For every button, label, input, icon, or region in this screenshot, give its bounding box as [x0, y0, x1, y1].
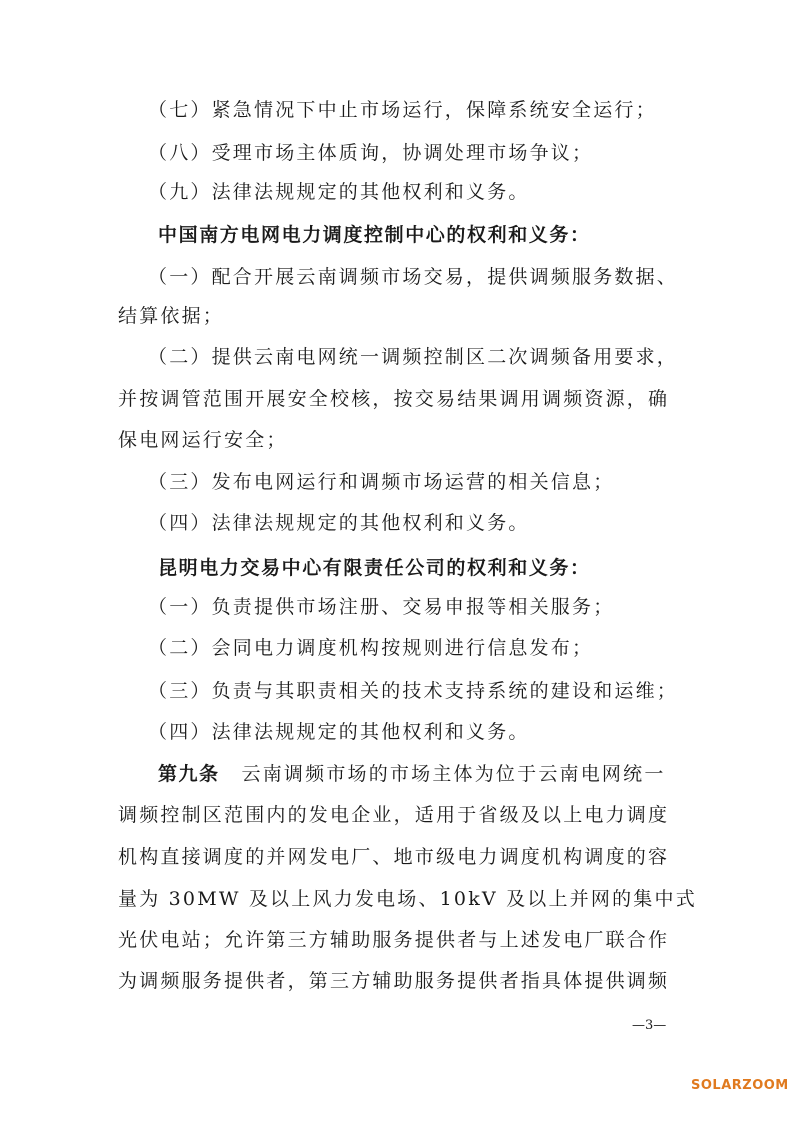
- clause-9: （九）法律法规规定的其他权利和义务。: [148, 181, 530, 203]
- dispatch-clause-2: （二）提供云南电网统一调频控制区二次调频备用要求，: [148, 346, 679, 368]
- dispatch-clause-1: （一）配合开展云南调频市场交易，提供调频服务数据、: [148, 266, 679, 288]
- article-9-line-4: 量为 30MW 及以上风力发电场、10kV 及以上并网的集中式: [118, 888, 697, 910]
- clause-7: （七）紧急情况下中止市场运行，保障系统安全运行；: [148, 99, 657, 121]
- watermark-logo: SOLARZOOM: [691, 1078, 789, 1093]
- page-number: —3—: [632, 1018, 667, 1033]
- section-heading-trading-center: 昆明电力交易中心有限责任公司的权利和义务：: [158, 557, 591, 579]
- article-9-line-6: 为调频服务提供者，第三方辅助服务提供者指具体提供调频: [118, 970, 670, 992]
- dispatch-clause-2-cont-2: 保电网运行安全；: [118, 429, 288, 451]
- trading-clause-2: （二）会同电力调度机构按规则进行信息发布；: [148, 637, 594, 659]
- article-9-line-5: 光伏电站；允许第三方辅助服务提供者与上述发电厂联合作: [118, 929, 670, 951]
- section-heading-dispatch-center: 中国南方电网电力调度控制中心的权利和义务：: [158, 224, 591, 246]
- article-9-first-line: [0, 761, 793, 787]
- article-9-line-2: 调频控制区范围内的发电企业，适用于省级及以上电力调度: [118, 804, 670, 826]
- clause-8: （八）受理市场主体质询，协调处理市场争议；: [148, 142, 594, 164]
- dispatch-clause-4: （四）法律法规规定的其他权利和义务。: [148, 512, 530, 534]
- trading-clause-1: （一）负责提供市场注册、交易申报等相关服务；: [148, 596, 615, 618]
- dispatch-clause-3: （三）发布电网运行和调频市场运营的相关信息；: [148, 471, 615, 493]
- dispatch-clause-1-cont: 结算依据；: [118, 305, 225, 327]
- article-9-text: 云南调频市场的市场主体为位于云南电网统一: [241, 763, 666, 785]
- dispatch-clause-2-cont-1: 并按调管范围开展安全校核，按交易结果调用调频资源，确: [118, 388, 670, 410]
- article-9-line-3: 机构直接调度的并网发电厂、地市级电力调度机构调度的容: [118, 846, 670, 868]
- trading-clause-4: （四）法律法规规定的其他权利和义务。: [148, 721, 530, 743]
- trading-clause-3: （三）负责与其职责相关的技术支持系统的建设和运维；: [148, 680, 679, 702]
- article-9-label: 第九条: [158, 763, 220, 785]
